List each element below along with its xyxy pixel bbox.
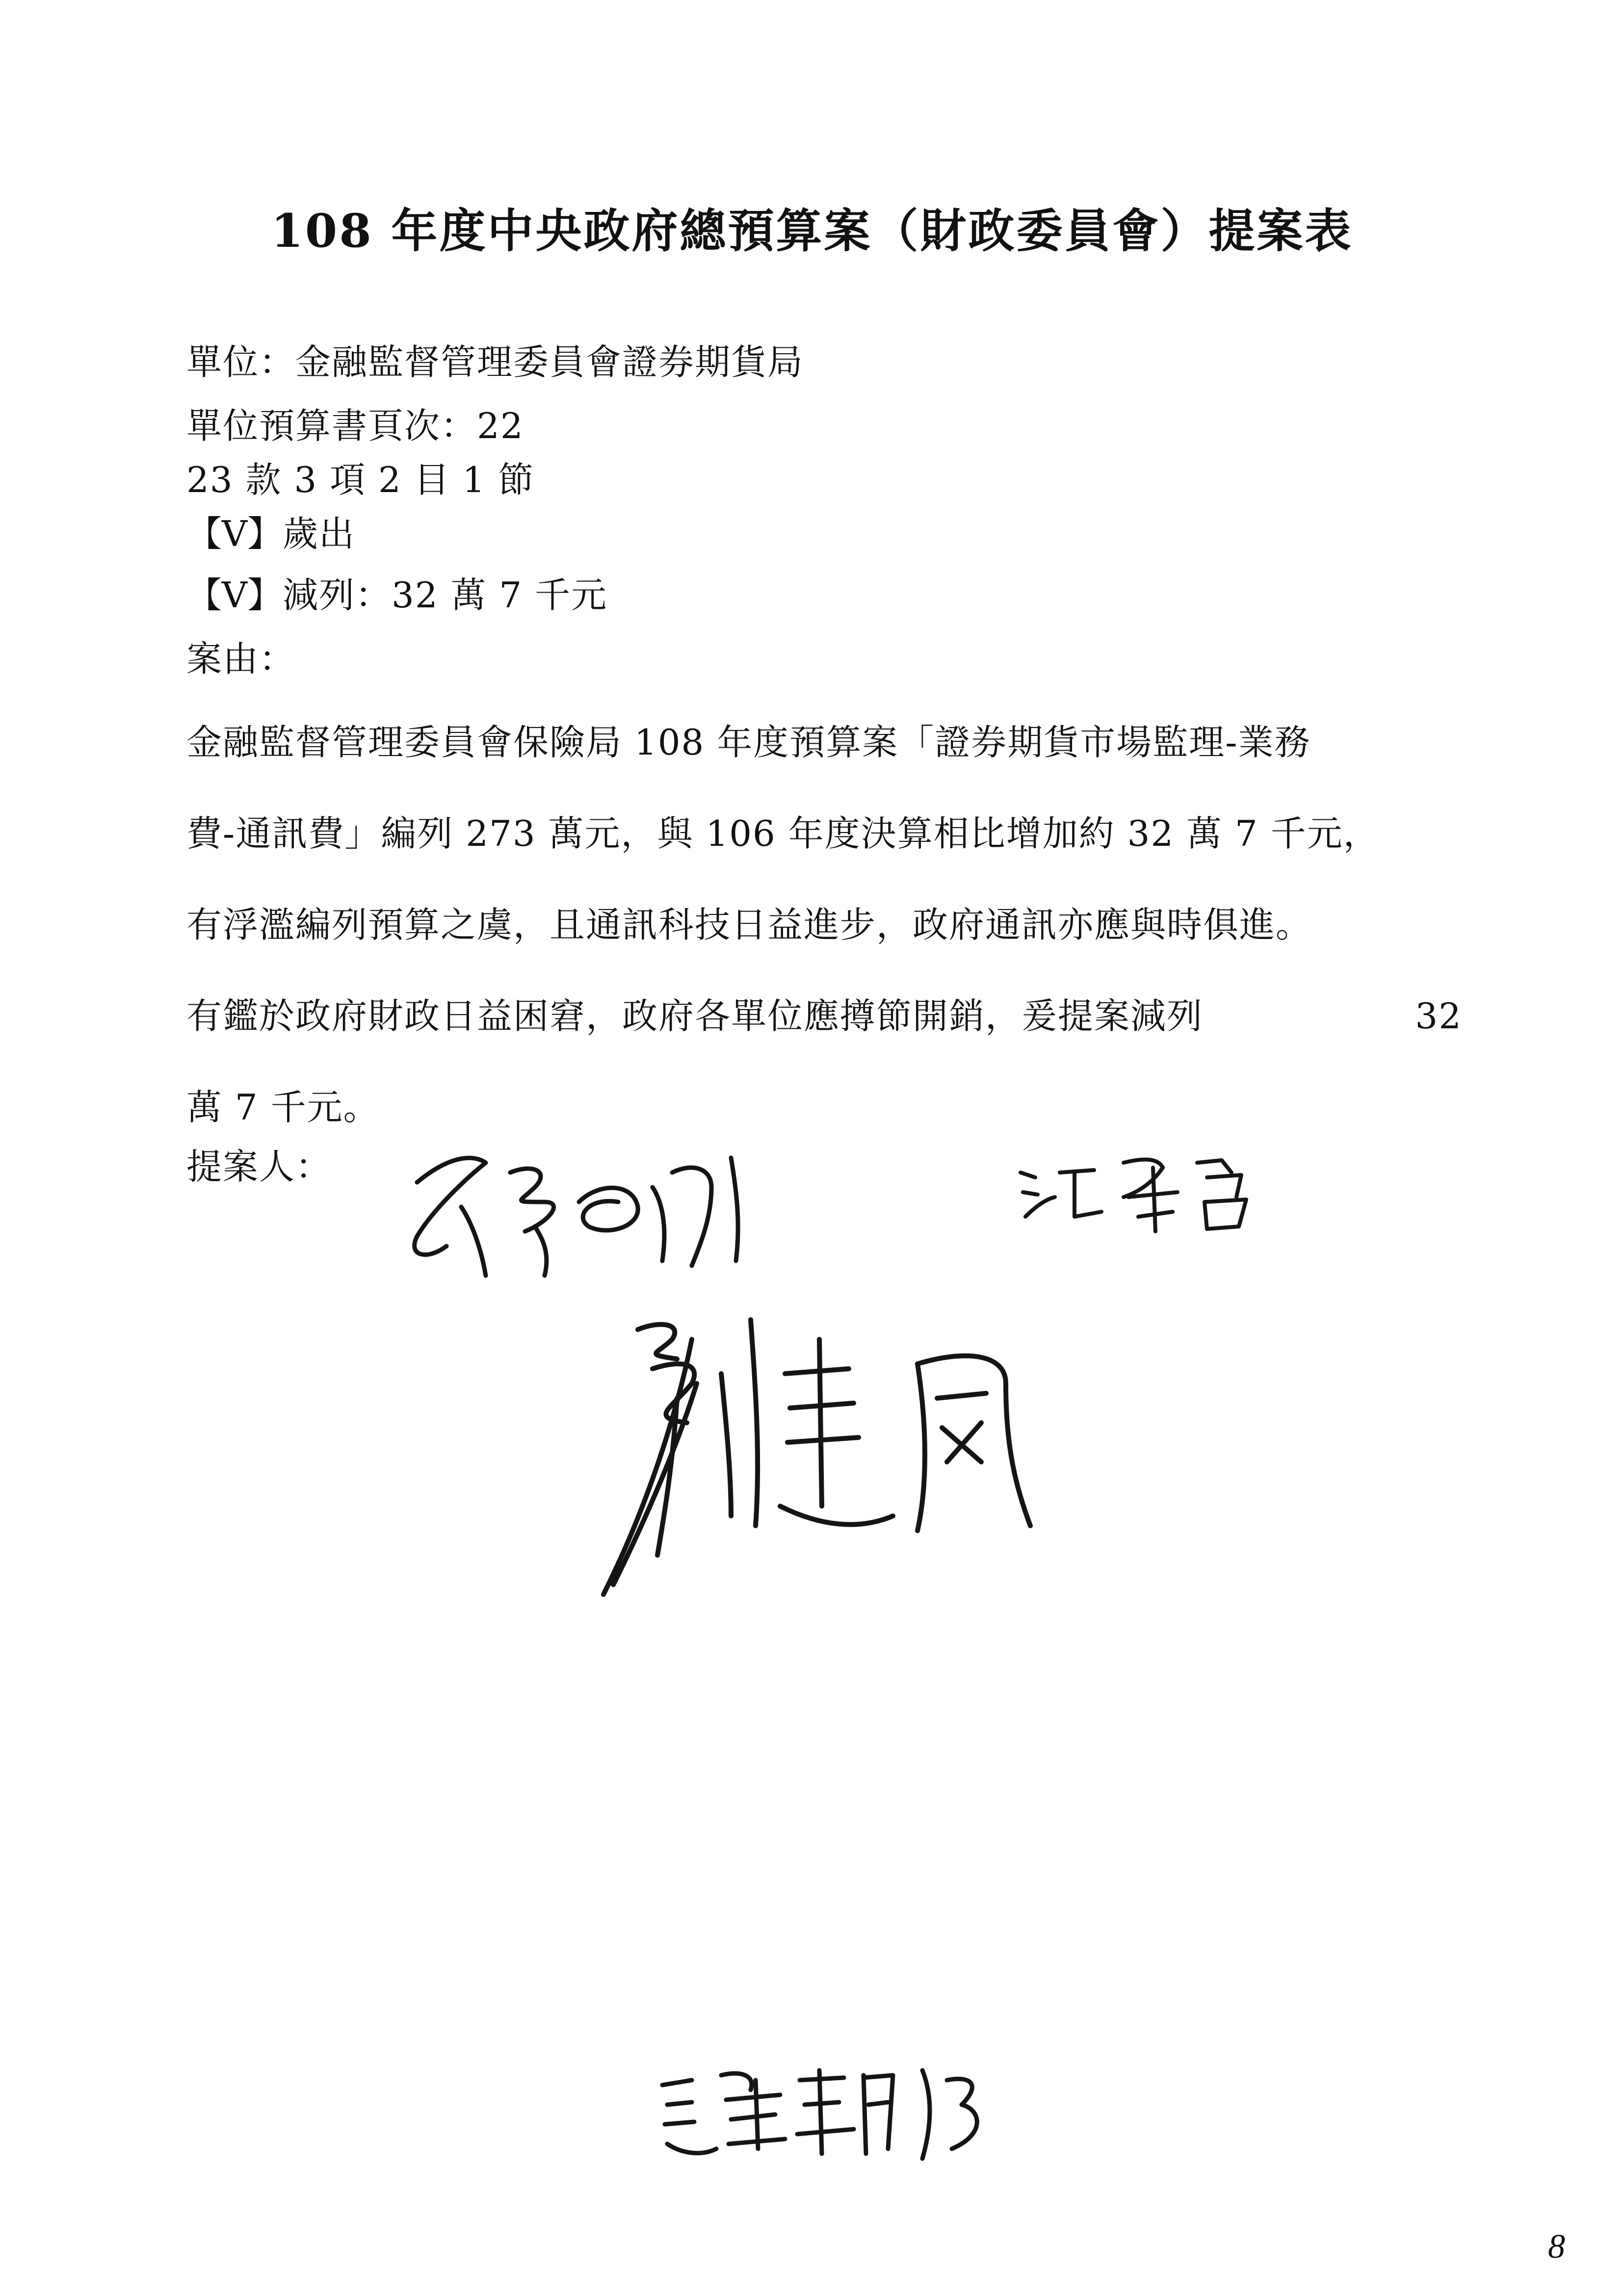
reason-line-left: 有鑑於政府財政日益困窘，政府各單位應撙節開銷，爰提案減列 bbox=[186, 995, 1204, 1037]
reason-line: 金融監督管理委員會保險局 108 年度預算案「證券期貨市場監理-業務 bbox=[186, 722, 1311, 763]
signature-3 bbox=[574, 1300, 1065, 1614]
page-ref-label: 單位預算書頁次： bbox=[186, 405, 477, 446]
reduction-amount: 32 萬 7 千元 bbox=[392, 574, 608, 616]
reduction-row bbox=[186, 567, 607, 618]
reduction-label: 減列： bbox=[283, 574, 392, 616]
signature-1 bbox=[388, 1128, 829, 1285]
signature-2 bbox=[1016, 1143, 1290, 1241]
reason-body bbox=[186, 697, 1462, 1153]
check-mark: 【V】 bbox=[186, 513, 283, 554]
reason-line: 有浮濫編列預算之虞，且通訊科技日益進步，政府通訊亦應與時俱進。 bbox=[186, 904, 1312, 945]
expenditure-label: 歲出 bbox=[283, 513, 356, 554]
reason-line bbox=[186, 970, 1462, 1062]
check-mark: 【V】 bbox=[186, 574, 283, 616]
page-ref-value: 22 bbox=[477, 405, 524, 446]
unit-label: 單位： bbox=[186, 341, 296, 383]
reason-line: 費-通訊費」編列 273 萬元，與 106 年度決算相比增加約 32 萬 7 千元， bbox=[186, 813, 1380, 854]
section-line: 23 款 3 項 2 目 1 節 bbox=[186, 459, 535, 500]
reason-line-right: 32 bbox=[1415, 995, 1462, 1037]
reason-label: 案由： bbox=[186, 638, 296, 679]
unit-row bbox=[186, 334, 804, 385]
page-number: 8 bbox=[1548, 2228, 1565, 2266]
reason-line: 萬 7 千元。 bbox=[186, 1087, 380, 1128]
unit-value: 金融監督管理委員會證券期貨局 bbox=[295, 341, 804, 383]
expenditure-row bbox=[186, 505, 355, 556]
page-title: 108 年度中央政府總預算案（財政委員會）提案表 bbox=[271, 204, 1353, 258]
page-ref-row bbox=[186, 397, 524, 448]
stamp-note bbox=[657, 2051, 1001, 2168]
proposer-label: 提案人： bbox=[186, 1146, 332, 1187]
